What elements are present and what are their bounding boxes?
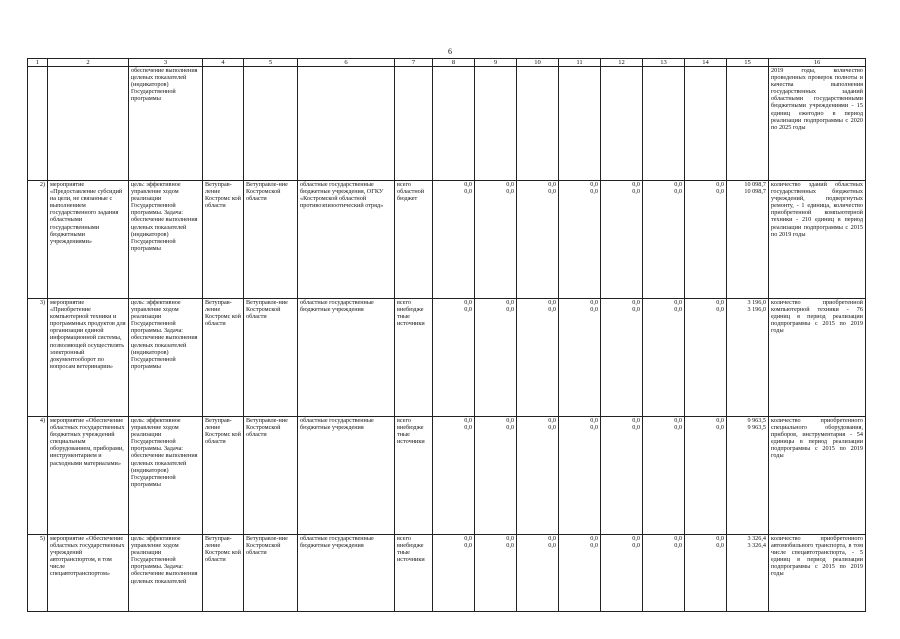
funding-value-col-14 <box>685 67 727 181</box>
goal-task: цель: эффективное управление ходом реализации Государственной программы. Задача: обеспечение выполнения целевых показателей <box>129 535 203 612</box>
column-number-13: 13 <box>643 59 685 67</box>
funding-value: 0,0 <box>464 417 472 424</box>
row-number <box>28 67 48 181</box>
funding-value: 0,0 <box>716 542 724 550</box>
funding-value: 0,0 <box>674 181 682 188</box>
expected-result: 2019 годы, количество проведенных проверок полноты и качества выполнения государственных заданий областными государственными бюджетными учреждениями - 15 единиц ежегодно в период реализации подпрограммы с 2020 по 2025 годы <box>769 67 866 181</box>
funding-value: 0,0 <box>716 424 724 432</box>
funding-value: 0,0 <box>548 417 556 424</box>
funding-value-col-13 <box>643 417 685 535</box>
funding-value: 0,0 <box>464 181 472 188</box>
funding-value-col-15 <box>727 181 769 299</box>
funding-value-col-9 <box>475 299 517 417</box>
column-number-14: 14 <box>685 59 727 67</box>
funding-value-col-11 <box>559 67 601 181</box>
funding-value-col-11 <box>559 535 601 612</box>
row-number: 4) <box>28 417 48 535</box>
funding-value: 0,0 <box>632 306 640 314</box>
funding-value-col-11 <box>559 417 601 535</box>
funding-value: 0,0 <box>674 542 682 550</box>
funding-value-col-15 <box>727 67 769 181</box>
activity-name: мероприятие «Приобретение компьютерной техники и программных продуктов для организации единой информационной системы, позволяющей осуществлять электронный документооборот по вопросам ветеринарии» <box>48 299 129 417</box>
funding-value-col-12 <box>601 299 643 417</box>
funding-value: 0,0 <box>674 299 682 306</box>
funding-value-col-9 <box>475 535 517 612</box>
expected-result: количество приобретенного специального оборудования, приборов, инструментария - 54 единицы в период реализации подпрограммы с 2015 по 2019 годы <box>769 417 866 535</box>
column-number-1: 1 <box>28 59 48 67</box>
funding-value: 3 196,0 <box>747 306 766 314</box>
expected-result: количество приобретенного автомобильного транспорта, в том числе спецавтотранспорта, - 5 единиц в период реализации подпрограммы с 2015 по 2019 годы <box>769 535 866 612</box>
funding-value: 0,0 <box>548 424 556 432</box>
funding-value-col-13 <box>643 67 685 181</box>
column-number-12: 12 <box>601 59 643 67</box>
funding-value-col-8 <box>433 181 475 299</box>
funding-value: 0,0 <box>464 306 472 314</box>
funding-value-col-9 <box>475 67 517 181</box>
funding-value: 0,0 <box>548 299 556 306</box>
activity-name: мероприятие «Обеспечение областных государственных бюджетных учреждений специальным оборудованием, приборами, инструментарием и расходными материалами» <box>48 417 129 535</box>
column-number-11: 11 <box>559 59 601 67</box>
funding-value: 0,0 <box>548 188 556 196</box>
row-number: 5) <box>28 535 48 612</box>
funding-value-col-15 <box>727 299 769 417</box>
participant: областные государственные бюджетные учреждения <box>298 417 395 535</box>
column-number-3: 3 <box>129 59 203 67</box>
funding-value-col-10 <box>517 299 559 417</box>
funding-value: 0,0 <box>464 299 472 306</box>
funding-source: всего внебюдже тные источники <box>395 417 433 535</box>
funding-value: 0,0 <box>632 417 640 424</box>
funding-source: всего областной бюджет <box>395 181 433 299</box>
activity-name <box>48 67 129 181</box>
funding-value: 0,0 <box>548 306 556 314</box>
funding-source <box>395 67 433 181</box>
funding-value-col-14 <box>685 535 727 612</box>
table-row <box>28 535 866 612</box>
funding-value: 0,0 <box>632 188 640 196</box>
goal-task: цель: эффективное управление ходом реализации Государственной программы. Задача: обеспечение выполнения целевых показателей (индикаторов) Государственной программы <box>129 299 203 417</box>
funding-value: 0,0 <box>674 424 682 432</box>
column-number-9: 9 <box>475 59 517 67</box>
executor <box>244 67 298 181</box>
funding-value-col-8 <box>433 417 475 535</box>
funding-value-col-14 <box>685 181 727 299</box>
funding-value: 0,0 <box>506 306 514 314</box>
funding-value: 0,0 <box>506 424 514 432</box>
funding-value: 0,0 <box>716 188 724 196</box>
column-number-6: 6 <box>298 59 395 67</box>
funding-value: 9 963,5 <box>747 417 766 424</box>
table-row <box>28 181 866 299</box>
funding-value: 0,0 <box>632 299 640 306</box>
funding-value: 0,0 <box>506 417 514 424</box>
funding-value: 0,0 <box>506 299 514 306</box>
funding-source: всего внебюдже тные источники <box>395 299 433 417</box>
funding-value-col-14 <box>685 417 727 535</box>
funding-value: 0,0 <box>548 535 556 542</box>
funding-value-col-13 <box>643 299 685 417</box>
column-number-5: 5 <box>244 59 298 67</box>
row-number: 3) <box>28 299 48 417</box>
funding-value: 10 098,7 <box>744 188 766 196</box>
column-number-15: 15 <box>727 59 769 67</box>
funding-value: 0,0 <box>590 535 598 542</box>
funding-value: 0,0 <box>590 306 598 314</box>
funding-value: 10 098,7 <box>744 181 766 188</box>
funding-value: 0,0 <box>464 542 472 550</box>
funding-value: 0,0 <box>632 535 640 542</box>
funding-value: 0,0 <box>590 542 598 550</box>
funding-value: 0,0 <box>464 424 472 432</box>
funding-value-col-10 <box>517 535 559 612</box>
column-number-2: 2 <box>48 59 129 67</box>
funding-value: 0,0 <box>716 299 724 306</box>
funding-value: 0,0 <box>632 542 640 550</box>
funding-value-col-10 <box>517 181 559 299</box>
funding-value-col-12 <box>601 181 643 299</box>
participant: областные государственные бюджетные учреждения <box>298 535 395 612</box>
funding-value-col-12 <box>601 535 643 612</box>
table-row <box>28 417 866 535</box>
coordinator: Ветуправ-ление Костромс кой области <box>203 181 244 299</box>
executor: Ветуправле-ние Костромской области <box>244 417 298 535</box>
funding-value: 0,0 <box>632 424 640 432</box>
funding-value: 0,0 <box>632 181 640 188</box>
funding-value-col-15 <box>727 535 769 612</box>
table-row <box>28 67 866 181</box>
funding-value-col-13 <box>643 181 685 299</box>
funding-value: 3 326,4 <box>747 535 766 542</box>
expected-result: количество зданий областных государственных бюджетных учреждений, подвергнутых ремонту, - 1 единица, количество приобретенной компьютерной техники - 210 единиц в период реализации подпрограммы с 2015 по 2019 годы <box>769 181 866 299</box>
funding-value: 0,0 <box>716 417 724 424</box>
funding-value-col-10 <box>517 67 559 181</box>
column-number-7: 7 <box>395 59 433 67</box>
program-activities-table <box>27 58 866 612</box>
funding-source: всего внебюдже тные источники <box>395 535 433 612</box>
funding-value-col-8 <box>433 535 475 612</box>
column-number-4: 4 <box>203 59 244 67</box>
funding-value: 0,0 <box>716 181 724 188</box>
funding-value: 0,0 <box>590 417 598 424</box>
coordinator: Ветуправ-ление Костромс кой области <box>203 299 244 417</box>
executor: Ветуправле-ние Костромской области <box>244 181 298 299</box>
table-row <box>28 299 866 417</box>
column-number-10: 10 <box>517 59 559 67</box>
participant <box>298 67 395 181</box>
funding-value: 0,0 <box>506 535 514 542</box>
funding-value: 0,0 <box>674 188 682 196</box>
funding-value: 0,0 <box>674 306 682 314</box>
participant: областные государственные бюджетные учреждения, ОГКУ «Костромской областной противоэпизоотический отряд» <box>298 181 395 299</box>
funding-value: 0,0 <box>716 306 724 314</box>
funding-value: 0,0 <box>506 542 514 550</box>
funding-value-col-11 <box>559 181 601 299</box>
funding-value: 0,0 <box>590 181 598 188</box>
funding-value: 0,0 <box>506 188 514 196</box>
funding-value: 0,0 <box>590 299 598 306</box>
funding-value: 3 196,0 <box>747 299 766 306</box>
column-number-8: 8 <box>433 59 475 67</box>
funding-value: 0,0 <box>548 542 556 550</box>
goal-task: цель: эффективное управление ходом реализации Государственной программы. Задача: обеспечение выполнения целевых показателей (индикаторов) Государственной программы <box>129 181 203 299</box>
coordinator: Ветуправ-ление Костромс кой области <box>203 417 244 535</box>
funding-value-col-14 <box>685 299 727 417</box>
executor: Ветуправле-ние Костромской области <box>244 299 298 417</box>
participant: областные государственные бюджетные учреждения <box>298 299 395 417</box>
column-number-row <box>28 59 866 67</box>
funding-value-col-12 <box>601 67 643 181</box>
funding-value: 0,0 <box>464 188 472 196</box>
funding-value-col-13 <box>643 535 685 612</box>
funding-value: 3 326,4 <box>747 542 766 550</box>
activity-name: мероприятие «Обеспечение областных государственных учреждений автотранспортом, в том числе спецавтотранспортом» <box>48 535 129 612</box>
executor: Ветуправле-ние Костромской области <box>244 535 298 612</box>
funding-value-col-10 <box>517 417 559 535</box>
goal-task: цель: эффективное управление ходом реализации Государственной программы. Задача: обеспечение выполнения целевых показателей (индикаторов) Государственной программы <box>129 417 203 535</box>
funding-value: 9 963,5 <box>747 424 766 432</box>
funding-value: 0,0 <box>506 181 514 188</box>
funding-value: 0,0 <box>590 424 598 432</box>
funding-value-col-9 <box>475 181 517 299</box>
funding-value-col-8 <box>433 67 475 181</box>
goal-task: обеспечение выполнения целевых показателей (индикаторов) Государственной программы <box>129 67 203 181</box>
funding-value: 0,0 <box>548 181 556 188</box>
funding-value-col-9 <box>475 417 517 535</box>
funding-value-col-12 <box>601 417 643 535</box>
funding-value-col-15 <box>727 417 769 535</box>
funding-value: 0,0 <box>464 535 472 542</box>
row-number: 2) <box>28 181 48 299</box>
activity-name: мероприятие «Предоставление субсидий на цели, не связанные с выполнением государственного задания областными государственными бюджетными учреждениями» <box>48 181 129 299</box>
funding-value: 0,0 <box>590 188 598 196</box>
column-number-16: 16 <box>769 59 866 67</box>
funding-value: 0,0 <box>674 535 682 542</box>
funding-value: 0,0 <box>674 417 682 424</box>
page-number: 6 <box>448 47 452 56</box>
funding-value: 0,0 <box>716 535 724 542</box>
funding-value-col-11 <box>559 299 601 417</box>
funding-value-col-8 <box>433 299 475 417</box>
expected-result: количество приобретенной компьютерной техники - 76 единиц в период реализации подпрограммы с 2015 по 2019 годы <box>769 299 866 417</box>
coordinator <box>203 67 244 181</box>
coordinator: Ветуправ-ление Костромс кой области <box>203 535 244 612</box>
